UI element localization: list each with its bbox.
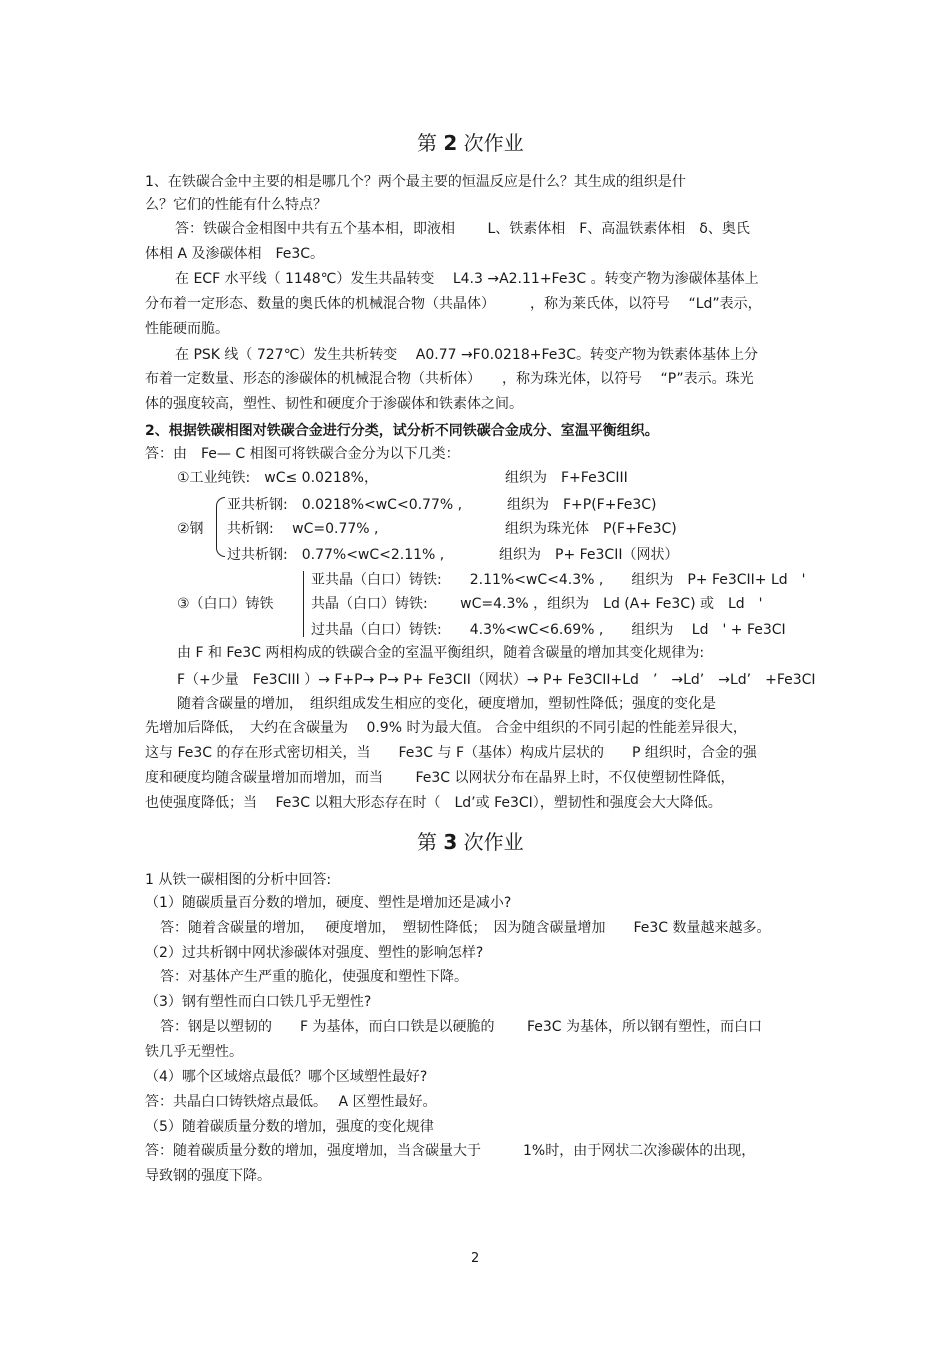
- hw3-s2-question: （2）过共析钢中网状渗碳体对强度、塑性的影响怎样?: [145, 945, 484, 961]
- hw2-q1-line2: 么？它们的性能有什么特点？: [145, 197, 327, 213]
- hw2-title-prefix: 第: [417, 131, 444, 155]
- hw2-a1-p3-line2: 布着一定数量、形态的渗碳体的机械混合物（共析体） ，称为珠光体，以符号 “P”表示。珠光: [145, 371, 754, 387]
- class2a-name: 亚共析钢: 0.0218%<wC<0.77% ,: [227, 497, 463, 513]
- hw2-a2-p2-line5: 也使强度降低；当 Fe3C 以粗大形态存在时（ Ld’或 Fe3CI），塑韧性和强度会大大降低。: [145, 795, 722, 811]
- steel-brace: [216, 497, 225, 557]
- class1-organization: 组织为 F+Fe3CIII: [505, 470, 628, 486]
- class3a-line: 亚共晶（白口）铸铁: 2.11%<wC<4.3% , 组织为 P+ Fe3CII+ Ld ': [311, 572, 806, 588]
- hw2-a1-p1-line2: 体相 A 及渗碳体相 Fe3C。: [145, 246, 325, 262]
- hw2-a1-p3-line3: 体的强度较高，塑性、韧性和硬度介于渗碳体和铁素体之间。: [145, 396, 523, 412]
- hw3-s5-answer-line1: 答：随着碳质量分数的增加，强度增加，当含碳量大于 1%时，由于网状二次渗碳体的出现，: [145, 1143, 756, 1159]
- class3b-line: 共晶（白口）铸铁: wC=4.3% ，组织为 Ld (A+ Fe3C) 或 Ld ': [311, 596, 763, 612]
- hw3-s3-answer-line1: 答：钢是以塑韧的 F 为基体，而白口铁是以硬脆的 Fe3C 为基体，所以钢有塑性，而白口: [160, 1019, 762, 1035]
- hw2-a2-p2-line1: 随着含碳量的增加， 组织组成发生相应的变化，硬度增加，塑韧性降低；强度的变化是: [177, 696, 716, 712]
- class2c-name: 过共析钢: 0.77%<wC<2.11% ,: [227, 547, 445, 563]
- class2b-name: 共析钢: wC=0.77% ,: [227, 521, 379, 537]
- hw2-title: [417, 130, 524, 156]
- hw3-s1-question: （1）随碳质量百分数的增加，硬度、塑性是增加还是减小?: [145, 895, 512, 911]
- hw2-q1-line1: 1、在铁碳合金中主要的相是哪几个？两个最主要的恒温反应是什么？其生成的组织是什: [145, 174, 686, 190]
- class1-name: ①工业纯铁: wC≤ 0.0218%，: [177, 470, 378, 486]
- hw2-title-number: 2: [443, 131, 458, 155]
- class2a-organization: 组织为 F+P(F+Fe3C): [507, 497, 657, 513]
- class2-label: ②钢: [177, 521, 204, 537]
- hw3-s5-question: （5）随着碳质量分数的增加，强度的变化规律: [145, 1119, 434, 1135]
- hw2-a1-p2-line1: 在 ECF 水平线（ 1148℃）发生共晶转变 L4.3 →A2.11+Fe3C 。转变产物为渗碳体基体上: [175, 271, 759, 287]
- hw3-s4-question: （4）哪个区域熔点最低？哪个区域塑性最好?: [145, 1069, 428, 1085]
- cast-iron-bracket: [303, 571, 304, 637]
- hw3-intro: 1 从铁一碳相图的分析中回答:: [145, 872, 332, 888]
- hw3-s3-answer-line2: 铁几乎无塑性。: [145, 1044, 243, 1060]
- hw3-s2-answer: 答：对基体产生严重的脆化，使强度和塑性下降。: [160, 969, 468, 985]
- hw2-a2-p2-line3: 这与 Fe3C 的存在形式密切相关，当 Fe3C 与 F（基体）构成片层状的 P 组织时，合金的强: [145, 745, 757, 761]
- hw3-title: [417, 829, 524, 855]
- hw2-a1-p2-line2: 分布着一定形态、数量的奥氏体的机械混合物（共晶体） ，称为莱氏体，以符号 “Ld”表示，: [145, 296, 762, 312]
- hw2-a1-p2-line3: 性能硬而脆。: [145, 321, 229, 337]
- hw3-s1-answer: 答：随着含碳量的增加， 硬度增加， 塑韧性降低； 因为随含碳量增加 Fe3C 数量越来越多。: [160, 920, 771, 936]
- hw3-title-suffix: 次作业: [457, 830, 524, 854]
- class2b-organization: 组织为珠光体 P(F+Fe3C): [505, 521, 677, 537]
- hw2-a2-intro: 答：由 Fe— C 相图可将铁碳合金分为以下几类：: [145, 446, 460, 462]
- class2c-organization: 组织为 P+ Fe3CII（网状）: [499, 547, 679, 563]
- hw2-title-suffix: 次作业: [457, 131, 524, 155]
- hw2-a2-chain: F（+少量 Fe3CIII ）→ F+P→ P→ P+ Fe3CII（网状）→ P+ Fe3CII+Ld ’ →Ld’ →Ld’ +Fe3CI: [177, 672, 816, 688]
- hw2-a1-p3-line1: 在 PSK 线（ 727℃）发生共析转变 A0.77 →F0.0218+Fe3C。转变产物为铁素体基体上分: [175, 347, 759, 363]
- hw3-s4-answer: 答：共晶白口铸铁熔点最低。 A 区塑性最好。: [145, 1094, 437, 1110]
- hw2-a2-p2-line2: 先增加后降低， 大约在含碳量为 0.9% 时为最大值。 合金中组织的不同引起的性能差异很大，: [145, 720, 747, 736]
- class3c-line: 过共晶（白口）铸铁: 4.3%<wC<6.69% , 组织为 Ld ' + Fe3CI: [311, 622, 786, 638]
- hw2-a2-p2-line4: 度和硬度均随含碳量增加而增加，而当 Fe3C 以网状分布在晶界上时，不仅使塑韧性降低，: [145, 770, 735, 786]
- hw2-q2-line: 2、根据铁碳相图对铁碳合金进行分类，试分析不同铁碳合金成分、室温平衡组织。: [145, 423, 659, 439]
- hw3-title-prefix: 第: [417, 830, 444, 854]
- page-number: 2: [471, 1251, 480, 1266]
- hw3-s3-question: （3）钢有塑性而白口铁几乎无塑性?: [145, 994, 372, 1010]
- hw3-s5-answer-line2: 导致钢的强度下降。: [145, 1168, 271, 1184]
- class3-label: ③（白口）铸铁: [177, 596, 274, 612]
- hw2-a2-para1: 由 F 和 Fe3C 两相构成的铁碳合金的室温平衡组织，随着含碳量的增加其变化规律为:: [177, 645, 705, 661]
- hw2-a1-p1-line1: 答：铁碳合金相图中共有五个基本相，即液相 L、铁素体相 F、高温铁素体相 δ、奥氏: [175, 221, 750, 237]
- hw3-title-number: 3: [443, 830, 458, 854]
